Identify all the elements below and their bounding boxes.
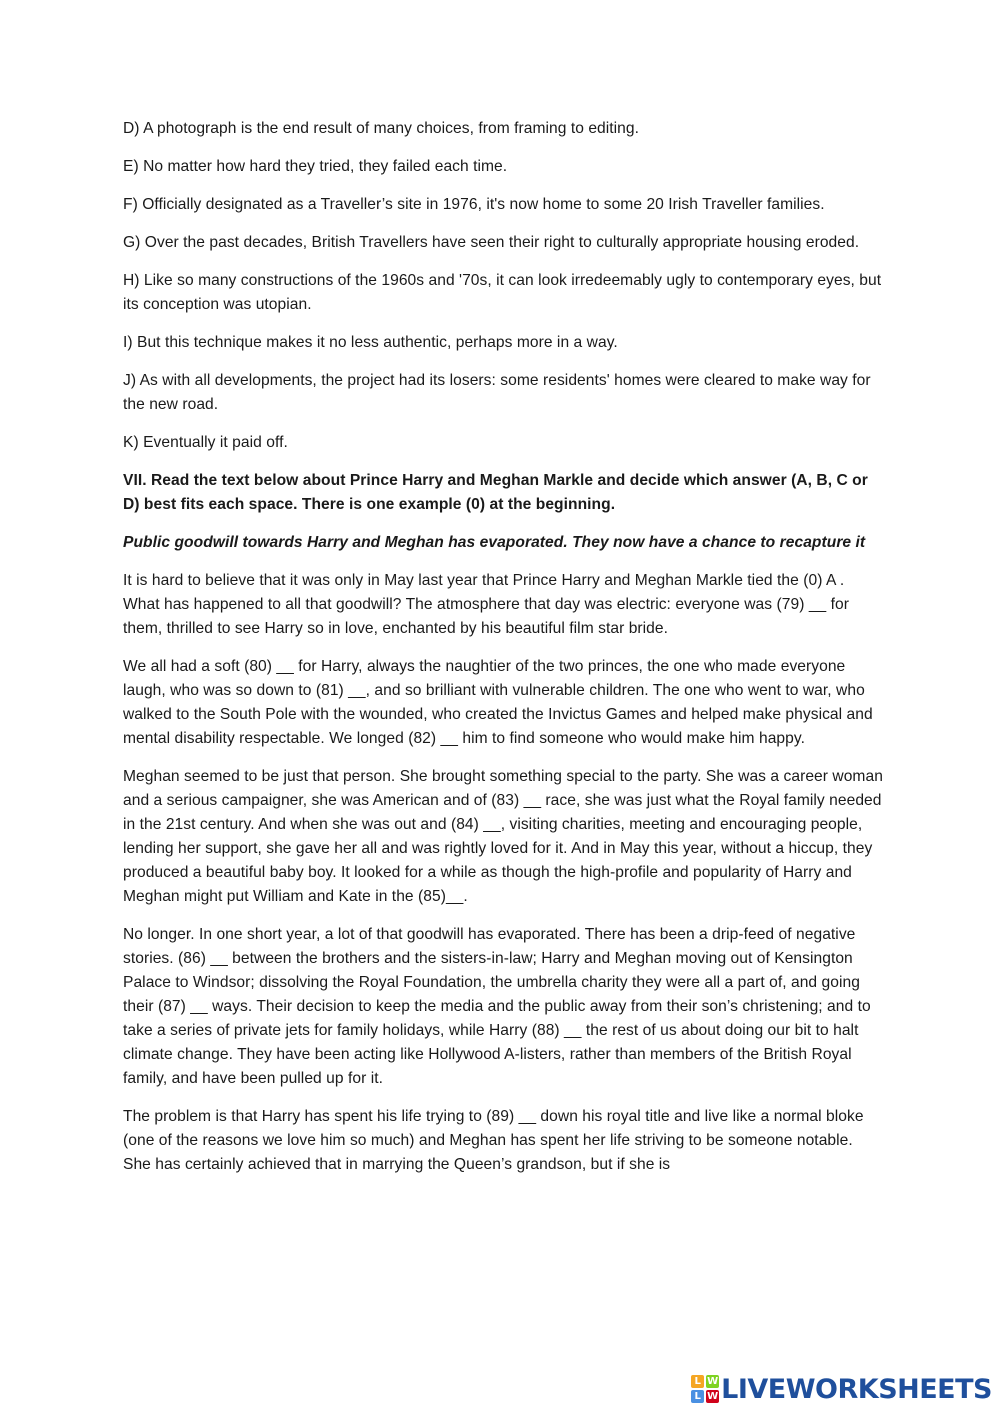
section-instruction: VII. Read the text below about Prince Harry and Meghan Markle and decide which answer (A, B, C or D) best fits each space. There is one example (0) at the beginning. bbox=[123, 472, 868, 513]
article-paragraph-4: No longer. In one short year, a lot of that goodwill has evaporated. There has been a drip-feed of negative stories. (86) __ between the brothers and the sisters-in-law; Harry and Meghan moving out of Kensington Palace to Windsor; dissolving the Royal Foundation, the umbrella charity they were all a part of, and going their (87) __ ways. Their decision to keep the media and the public away from their son’s christening; and to take a series of private jets for family holidays, while Harry (88) __ the rest of us about doing our bit to halt climate change. They have been acting like Hollywood A-listers, rather than members of the British Royal family, and have been pulled up for it. bbox=[123, 926, 871, 1087]
article-paragraph-5: The problem is that Harry has spent his life trying to (89) __ down his royal title and live like a normal bloke (one of the reasons we love him so much) and Meghan has spent her life striving to be someone notable. She has certainly achieved that in marrying the Queen’s grandson, but if she is bbox=[123, 1108, 864, 1173]
worksheet-page bbox=[123, 117, 883, 1191]
article-paragraph-1: It is hard to believe that it was only in May last year that Prince Harry and Meghan Markle tied the (0) A . What has happened to all that goodwill? The atmosphere that day was electric: everyone was (79) __ for them, thrilled to see Harry so in love, enchanted by his beautiful film star bride. bbox=[123, 572, 849, 637]
liveworksheets-footer[interactable] bbox=[691, 1371, 992, 1407]
brand-name: LIVEWORKSHEETS bbox=[721, 1373, 992, 1405]
logo-tile-4: W bbox=[707, 1391, 719, 1402]
logo-tile-1: L bbox=[691, 1375, 704, 1388]
option-j: J) As with all developments, the project had its losers: some residents' homes were cleared to make way for the new road. bbox=[123, 372, 871, 413]
option-h: H) Like so many constructions of the 1960s and '70s, it can look irredeemably ugly to contemporary eyes, but its conception was utopian. bbox=[123, 272, 882, 313]
option-k: K) Eventually it paid off. bbox=[123, 434, 288, 451]
option-e: E) No matter how hard they tried, they failed each time. bbox=[123, 158, 508, 175]
article-headline: Public goodwill towards Harry and Meghan has evaporated. They now have a chance to recapture it bbox=[123, 534, 866, 551]
article-paragraph-3: Meghan seemed to be just that person. She brought something special to the party. She was a career woman and a serious campaigner, she was American and of (83) __ race, she was just what the Royal family needed in the 21st century. And when she was out and (84) __, visiting charities, meeting and encouraging people, lending her support, she gave her all and was rightly loved for it. And in May this year, without a hiccup, they produced a beautiful baby boy. It looked for a while as though the high-profile and popularity of Harry and Meghan might put William and Kate in the (85)__. bbox=[123, 768, 883, 905]
article-paragraph-2: We all had a soft (80) __ for Harry, always the naughtier of the two princes, the one who made everyone laugh, who was so down to (81) __, and so brilliant with vulnerable children. The one who went to war, who walked to the South Pole with the wounded, who created the Invictus Games and helped make physical and mental disability respectable. We longed (82) __ him to find someone who would make him happy. bbox=[123, 658, 873, 747]
logo-tile-3: L bbox=[691, 1390, 704, 1403]
option-d: D) A photograph is the end result of many choices, from framing to editing. bbox=[123, 120, 640, 137]
logo-tile-2: W bbox=[707, 1376, 719, 1387]
option-i: I) But this technique makes it no less authentic, perhaps more in a way. bbox=[123, 334, 618, 351]
option-g: G) Over the past decades, British Travellers have seen their right to culturally appropriate housing eroded. bbox=[123, 234, 860, 251]
liveworksheets-logo-icon bbox=[691, 1375, 719, 1403]
option-f: F) Officially designated as a Traveller’s site in 1976, it's now home to some 20 Irish Traveller families. bbox=[123, 196, 825, 213]
